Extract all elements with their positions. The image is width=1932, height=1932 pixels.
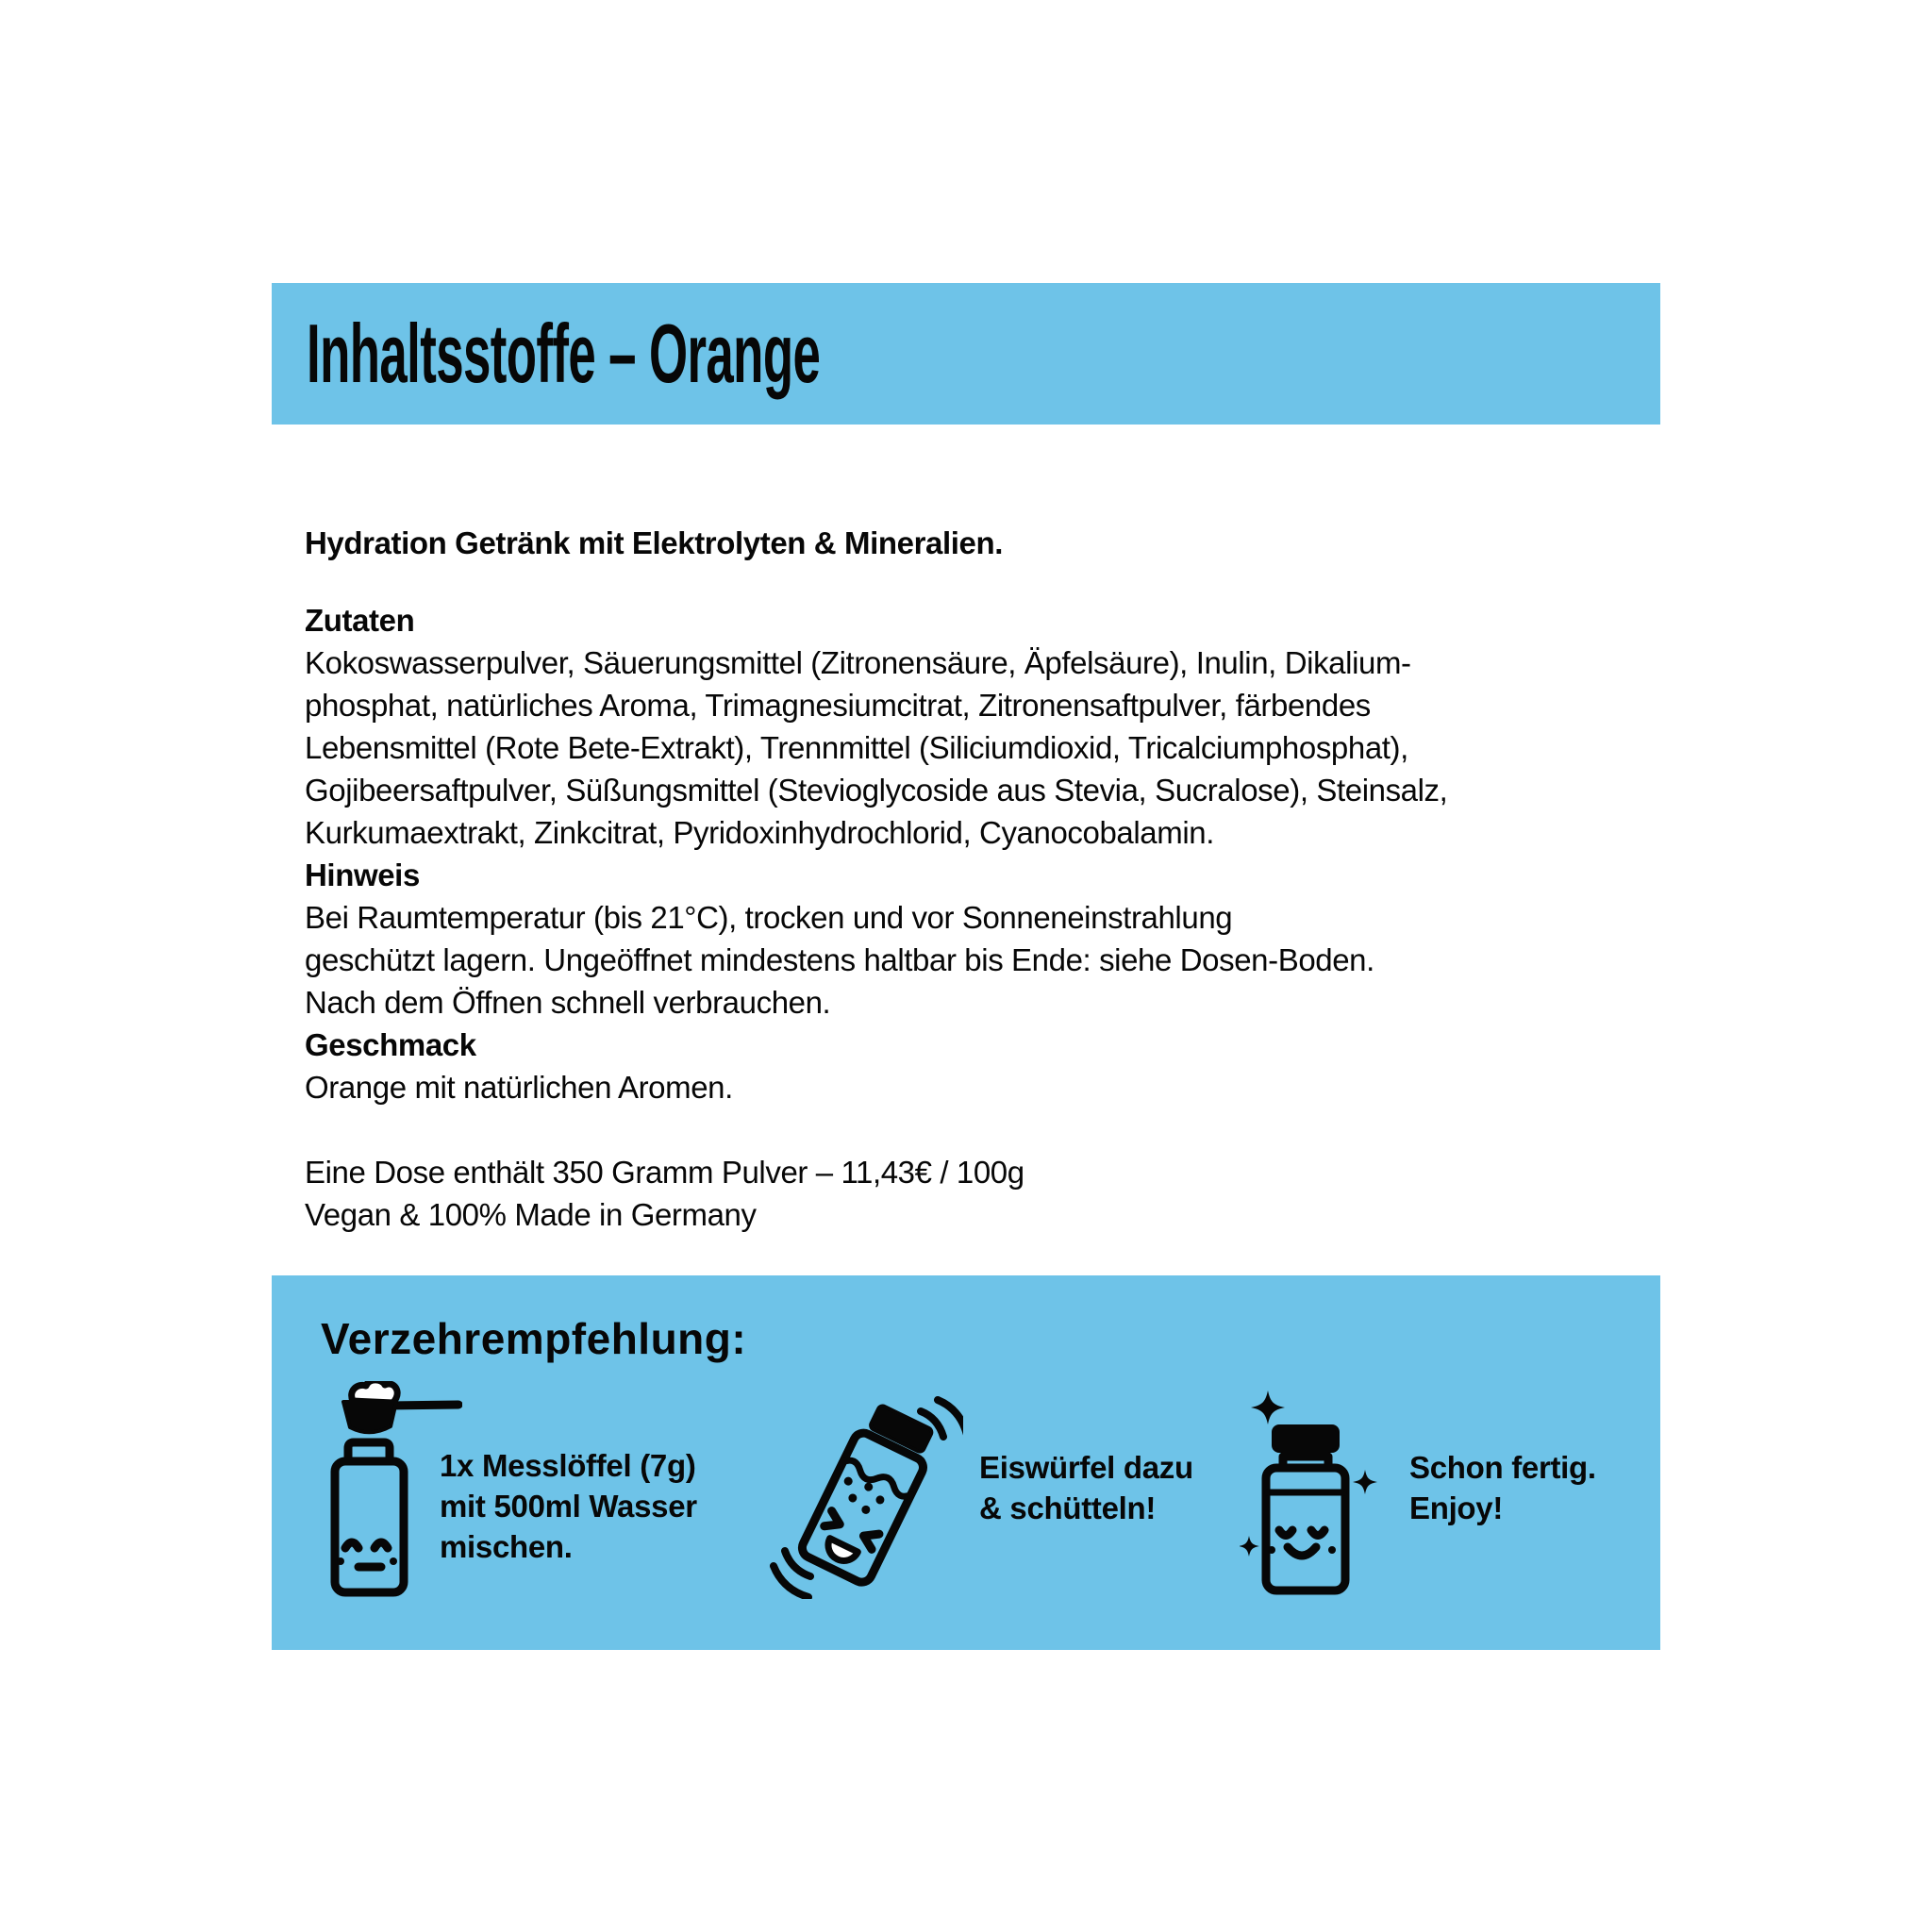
intro-line: Hydration Getränk mit Elektrolyten & Mineralien. xyxy=(305,525,1003,560)
geschmack-line: Orange mit natürlichen Aromen. xyxy=(305,1070,733,1105)
hinweis-line: geschützt lagern. Ungeöffnet mindestens haltbar bis Ende: siehe Dosen-Boden. xyxy=(305,942,1374,977)
hinweis-heading: Hinweis xyxy=(305,858,420,892)
ingredients-line: Lebensmittel (Rote Bete-Extrakt), Trennmittel (Siliciumdioxid, Tricalciumphosphat), xyxy=(305,730,1408,765)
step-line: mischen. xyxy=(440,1529,573,1564)
zutaten-heading: Zutaten xyxy=(305,603,415,638)
step-line: mit 500ml Wasser xyxy=(440,1489,697,1524)
step-line: Eiswürfel dazu xyxy=(979,1450,1193,1485)
hinweis-line: Nach dem Öffnen schnell verbrauchen. xyxy=(305,985,831,1020)
consumption-box xyxy=(272,1275,1660,1650)
shaking-bottle-icon xyxy=(770,1396,963,1599)
section-zutaten xyxy=(305,599,1654,854)
step-3-text xyxy=(1409,1447,1596,1528)
package-details xyxy=(305,1151,1654,1236)
step-line: 1x Messlöffel (7g) xyxy=(440,1448,696,1483)
section-hinweis xyxy=(305,854,1654,1024)
package-size-price: Eine Dose enthält 350 Gramm Pulver – 11,43€ / 100g xyxy=(305,1155,1024,1190)
consumption-heading: Verzehrempfehlung: xyxy=(321,1314,747,1363)
step-line: Enjoy! xyxy=(1409,1491,1504,1525)
product-info xyxy=(305,522,1654,1236)
step-2-text xyxy=(979,1447,1193,1528)
page-title: Inhaltsstoffe – Orange xyxy=(307,307,821,400)
hinweis-line: Bei Raumtemperatur (bis 21°C), trocken und vor Sonneneinstrahlung xyxy=(305,900,1233,935)
section-geschmack xyxy=(305,1024,1654,1108)
header-banner xyxy=(272,283,1660,425)
ingredients-line: Gojibeersaftpulver, Süßungsmittel (Stevioglycoside aus Stevia, Sucralose), Steinsalz, xyxy=(305,773,1448,808)
ingredients-line: phosphat, natürliches Aroma, Trimagnesiumcitrat, Zitronensaftpulver, färbendes xyxy=(305,688,1371,723)
step-1-text xyxy=(440,1445,697,1567)
vegan-made-in-germany: Vegan & 100% Made in Germany xyxy=(305,1197,757,1232)
sparkling-bottle-icon xyxy=(1240,1387,1383,1602)
ingredients-line: Kokoswasserpulver, Säuerungsmittel (Zitronensäure, Äpfelsäure), Inulin, Dikalium- xyxy=(305,645,1411,680)
step-line: & schütteln! xyxy=(979,1491,1157,1525)
ingredients-line: Kurkumaextrakt, Zinkcitrat, Pyridoxinhydrochlorid, Cyanocobalamin. xyxy=(305,815,1215,850)
step-line: Schon fertig. xyxy=(1409,1450,1596,1485)
geschmack-heading: Geschmack xyxy=(305,1027,476,1062)
